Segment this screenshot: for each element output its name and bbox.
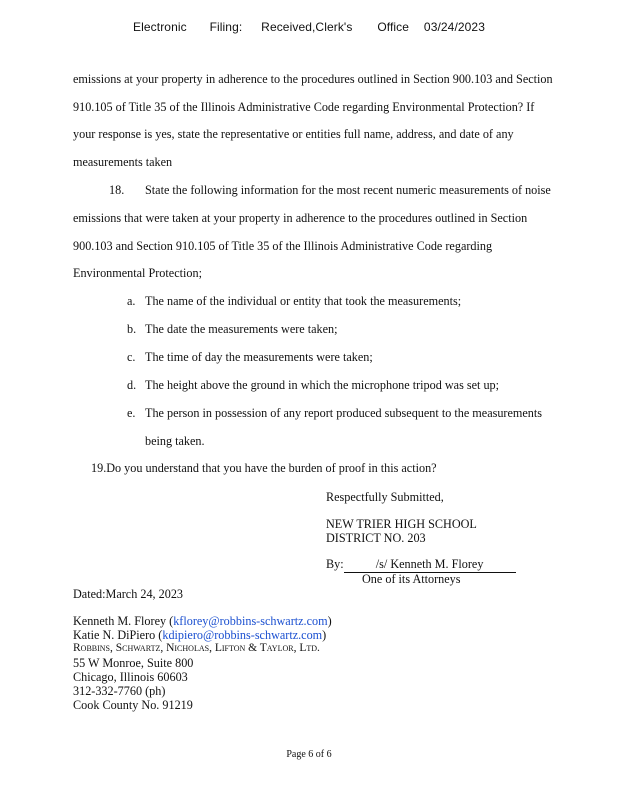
subitem-b-text: The date the measurements were taken; xyxy=(145,322,338,336)
law-firm-name: Robbins, Schwartz, Nicholas, Lifton & Taylor, Ltd. xyxy=(73,642,320,654)
subitem-e-label: e. xyxy=(127,406,136,420)
header-received: Received,Clerk's xyxy=(261,20,353,34)
body-line-3: your response is yes, state the representative or entities full name, address, and date of any xyxy=(73,127,514,141)
header-electronic: Electronic xyxy=(133,20,187,34)
attorney-1 xyxy=(73,614,332,629)
signature-role: One of its Attorneys xyxy=(362,572,461,586)
subitem-a-label: a. xyxy=(127,294,136,308)
page-number: Page 6 of 6 xyxy=(286,749,332,760)
signature-line xyxy=(326,557,516,573)
attorney-2 xyxy=(73,628,326,643)
body-line-2: 910.105 of Title 35 of the Illinois Administrative Code regarding Environmental Protection? If xyxy=(73,100,535,114)
firm-address-2: Chicago, Illinois 60603 xyxy=(73,670,188,684)
body-line-1: emissions at your property in adherence to the procedures outlined in Section 900.103 and Section xyxy=(73,72,553,86)
attorney-1-close-paren: ) xyxy=(327,614,332,628)
attorney-2-close-paren: ) xyxy=(322,628,327,642)
filing-header xyxy=(0,20,618,34)
dated-label: Dated: xyxy=(73,587,106,601)
subitem-e-text: The person in possession of any report produced subsequent to the measurements xyxy=(145,406,543,420)
item-18-line-2: emissions that were taken at your property in adherence to the procedures outlined in Section xyxy=(73,211,528,225)
firm-phone: 312-332-7760 (ph) xyxy=(73,684,166,698)
firm-address-1: 55 W Monroe, Suite 800 xyxy=(73,656,194,670)
item-18-number: 18. xyxy=(109,183,125,197)
attorney-1-email-link[interactable]: kflorey@robbins-schwartz.com xyxy=(173,614,328,628)
subitem-d-label: d. xyxy=(127,378,137,392)
attorney-2-open-paren: ( xyxy=(158,628,163,642)
attorney-1-name: Kenneth M. Florey xyxy=(73,614,167,628)
signature-field xyxy=(344,557,516,573)
subitem-c-label: c. xyxy=(127,350,136,364)
item-18-line-3: 900.103 and Section 910.105 of Title 35 of the Illinois Administrative Code regarding xyxy=(73,239,493,253)
dated-line xyxy=(73,587,183,602)
by-label: By: xyxy=(326,557,344,571)
dated-date: March 24, 2023 xyxy=(105,587,184,601)
subitem-c-text: The time of day the measurements were taken; xyxy=(145,350,373,364)
item-18-line-1: State the following information for the most recent numeric measurements of noise xyxy=(145,183,551,197)
closing: Respectfully Submitted, xyxy=(326,490,444,504)
attorney-2-email-link[interactable]: kdipiero@robbins-schwartz.com xyxy=(162,628,323,642)
attorney-1-open-paren: ( xyxy=(169,614,174,628)
attorney-2-name: Katie N. DiPiero xyxy=(73,628,156,642)
signed-name: /s/ Kenneth M. Florey xyxy=(375,557,484,571)
subitem-e-continuation: being taken. xyxy=(145,434,205,448)
item-19: 19.Do you understand that you have the burden of proof in this action? xyxy=(91,461,437,475)
party-line-2: DISTRICT NO. 203 xyxy=(326,531,426,545)
subitem-a-text: The name of the individual or entity that took the measurements; xyxy=(145,294,462,308)
item-18-line-4: Environmental Protection; xyxy=(73,266,202,280)
header-date: 03/24/2023 xyxy=(423,20,485,34)
header-filing: Filing: xyxy=(209,20,243,34)
subitem-d-text: The height above the ground in which the microphone tripod was set up; xyxy=(145,378,500,392)
cook-county-number: Cook County No. 91219 xyxy=(73,698,193,712)
party-line-1: NEW TRIER HIGH SCHOOL xyxy=(326,517,477,531)
subitem-b-label: b. xyxy=(127,322,137,336)
body-line-4: measurements taken xyxy=(73,155,173,169)
header-office: Office xyxy=(377,20,410,34)
